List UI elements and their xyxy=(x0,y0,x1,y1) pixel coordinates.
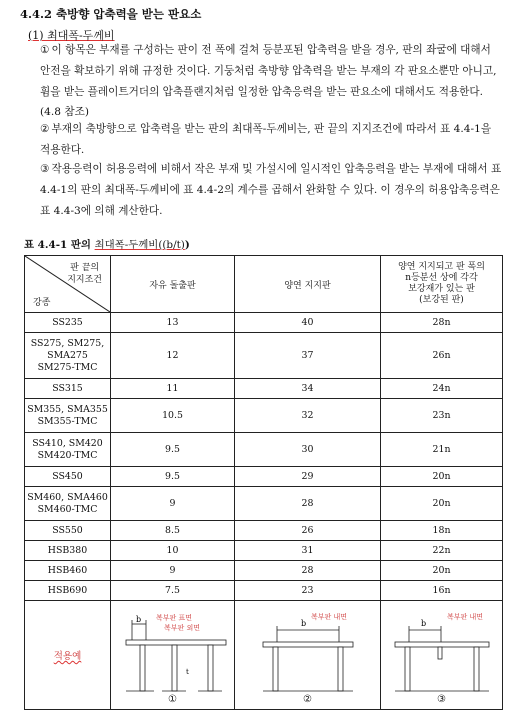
both-supported-diagram xyxy=(249,612,367,698)
free-plate-cell: 9.5 xyxy=(111,433,235,467)
table-body xyxy=(25,313,503,601)
free-plate-cell: 10.5 xyxy=(111,399,235,433)
stiffened-plate-cell: 23n xyxy=(381,399,503,433)
free-plate-cell: 8.5 xyxy=(111,521,235,541)
both-supported-cell: 23 xyxy=(235,581,381,601)
free-plate-cell: 9 xyxy=(111,561,235,581)
stiffened-plate-cell: 20n xyxy=(381,561,503,581)
dim-b-label-1: b xyxy=(135,615,141,624)
free-plate-cell: 12 xyxy=(111,333,235,379)
example-figure-2 xyxy=(235,601,381,710)
stiffened-plate-cell: 20n xyxy=(381,467,503,487)
stiffened-plate-cell: 24n xyxy=(381,379,503,399)
both-supported-cell: 29 xyxy=(235,467,381,487)
table-row xyxy=(25,581,503,601)
free-plate-cell: 9.5 xyxy=(111,467,235,487)
stiffened-plate-cell: 21n xyxy=(381,433,503,467)
header-free-plate: 자유 돌출판 xyxy=(111,256,235,313)
support-condition-label xyxy=(67,262,102,286)
grade-cell: SS235 xyxy=(25,313,111,333)
both-supported-cell: 40 xyxy=(235,313,381,333)
thickness-ratio-table xyxy=(24,255,503,710)
dim-b-label-3: b xyxy=(420,619,426,628)
grade-cell: SS550 xyxy=(25,521,111,541)
table-row xyxy=(25,433,503,467)
both-supported-cell: 31 xyxy=(235,541,381,561)
both-supported-cell: 34 xyxy=(235,379,381,399)
free-plate-cell: 7.5 xyxy=(111,581,235,601)
grade-cell: HSB380 xyxy=(25,541,111,561)
paragraph-1 xyxy=(40,40,502,123)
example-label: 적용예 xyxy=(53,651,82,662)
fig1-label-2: 복부판 외면 xyxy=(163,624,200,632)
fig1-label-1: 복부판 표면 xyxy=(155,614,192,622)
table-row xyxy=(25,399,503,433)
table-row xyxy=(25,333,503,379)
table-caption-title: 최대폭-두께비((b/t) xyxy=(94,239,185,251)
paragraph-2 xyxy=(40,119,502,161)
paragraph-3 xyxy=(40,159,502,221)
diagonal-header-cell xyxy=(25,256,111,313)
paragraph-3-text: 작용응력이 허용응력에 비해서 작은 부재 및 가설시에 일시적인 압축응력을 받는 부재에 대해서 표 4.4-1의 판의 최대폭-두께비에 표 4.4-2의 계수를 곱해서 완화할 수 있다. 이 경우의 허용압축응력은 표 4.4-3에 의해 계산한다. xyxy=(40,163,502,217)
grade-cell: SM355, SMA355 SM355-TMC xyxy=(25,399,111,433)
section-title: 4.4.2 축방향 압축력을 받는 판요소 xyxy=(20,7,202,21)
fig3-label: 복부판 내면 xyxy=(446,613,483,621)
fig2-label: 복부판 내면 xyxy=(310,613,347,621)
table-caption-prefix: 표 4.4-1 판의 xyxy=(24,239,91,251)
both-supported-cell: 32 xyxy=(235,399,381,433)
free-plate-cell: 10 xyxy=(111,541,235,561)
table-row xyxy=(25,313,503,333)
paragraph-2-text: 부재의 축방향으로 압축력을 받는 판의 최대폭-두께비는, 판 끝의 지지조건에 따라서 표 4.4-1을 적용한다. xyxy=(40,123,492,156)
stiffened-plate-cell: 18n xyxy=(381,521,503,541)
example-figure-1 xyxy=(111,601,235,710)
dim-t-label: t xyxy=(185,668,189,676)
paragraph-3-number: ③ xyxy=(40,163,50,175)
stiffened-plate-cell: 28n xyxy=(381,313,503,333)
steel-grade-label: 강종 xyxy=(33,298,51,308)
both-supported-cell: 37 xyxy=(235,333,381,379)
paragraph-1-number: ① xyxy=(40,44,50,56)
table-caption xyxy=(24,236,190,251)
header-stiffened-plate: 양연 지지되고 판 폭의 n등분선 상에 각각 보강재가 있는 판 (보강된 판) xyxy=(381,256,503,313)
subsection-title-text: (1) 최대폭-두께비 xyxy=(28,29,115,42)
stiffened-plate-diagram xyxy=(383,612,501,698)
paragraph-2-number: ② xyxy=(40,123,50,135)
free-plate-cell: 9 xyxy=(111,487,235,521)
both-supported-cell: 30 xyxy=(235,433,381,467)
stiffened-plate-cell: 20n xyxy=(381,487,503,521)
example-row xyxy=(25,601,503,710)
both-supported-cell: 28 xyxy=(235,487,381,521)
figure-3-number: ③ xyxy=(437,694,446,705)
table-row xyxy=(25,561,503,581)
paragraph-1-text: 이 항목은 부재를 구성하는 판이 전 폭에 걸쳐 등분포된 압축력을 받을 경우, 판의 좌굴에 대해서 안전을 확보하기 위해 규정한 것이다. 기둥처럼 축방향 압축력을 받는 부재의 각 판요소뿐만 아니고, 휨을 받는 플레이트거더의 압축플랜지처럼 일정한 압축응력을 받는 판요소에 대해서도 적용한다.(4.8 참조) xyxy=(40,44,497,119)
figure-2-number: ② xyxy=(303,694,312,705)
free-plate-diagram xyxy=(114,612,232,698)
table-row xyxy=(25,467,503,487)
figure-1-number: ① xyxy=(168,694,177,705)
example-figure-3 xyxy=(381,601,503,710)
free-plate-cell: 13 xyxy=(111,313,235,333)
grade-cell: SS275, SM275, SMA275 SM275-TMC xyxy=(25,333,111,379)
grade-cell: HSB690 xyxy=(25,581,111,601)
grade-cell: SS450 xyxy=(25,467,111,487)
both-supported-cell: 26 xyxy=(235,521,381,541)
free-plate-cell: 11 xyxy=(111,379,235,399)
support-condition-text: 판 끝의 지지조건 xyxy=(67,263,102,285)
dim-b-label-2: b xyxy=(300,619,306,628)
table-row xyxy=(25,379,503,399)
table-caption-suffix: ) xyxy=(184,239,190,251)
example-label-cell xyxy=(25,601,111,710)
grade-cell: SM460, SMA460 SM460-TMC xyxy=(25,487,111,521)
table-row xyxy=(25,541,503,561)
header-both-supported: 양연 지지판 xyxy=(235,256,381,313)
table-row xyxy=(25,521,503,541)
stiffened-plate-cell: 26n xyxy=(381,333,503,379)
table-header-row xyxy=(25,256,503,313)
table-row xyxy=(25,487,503,521)
both-supported-cell: 28 xyxy=(235,561,381,581)
grade-cell: SS410, SM420 SM420-TMC xyxy=(25,433,111,467)
stiffened-plate-cell: 22n xyxy=(381,541,503,561)
stiffened-plate-cell: 16n xyxy=(381,581,503,601)
grade-cell: HSB460 xyxy=(25,561,111,581)
grade-cell: SS315 xyxy=(25,379,111,399)
